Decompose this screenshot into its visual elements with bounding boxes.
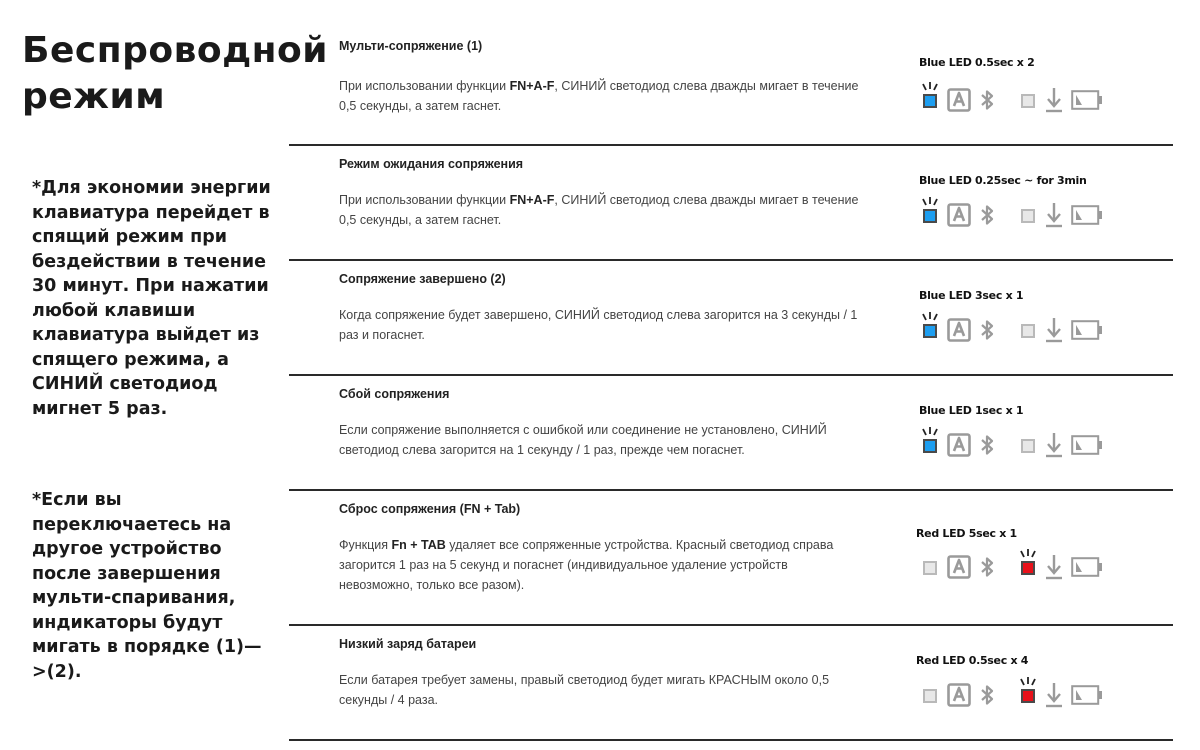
- led-pattern-label: Blue LED 0.5sec x 2: [919, 56, 1035, 69]
- desc-key-combo: Fn + TAB: [391, 538, 446, 552]
- row-title: Сброс сопряжения (FN + Tab): [339, 502, 521, 516]
- row-description: [339, 76, 859, 116]
- desc-text: удаляет все сопряженные устройства. Красный светодиод справа загорится 1 раз на 5 секунд и погаснет (индивидуальное удаление устройств невозможно, только все разом).: [339, 538, 834, 592]
- desc-text: , СИНИЙ светодиод слева дважды мигает в течение 0,5 секунды, а затем гаснет.: [339, 193, 859, 227]
- table-row: [289, 491, 1173, 626]
- download-icon: [1045, 682, 1063, 708]
- left-led-indicator-icon: [923, 689, 937, 703]
- bluetooth-icon: [979, 318, 995, 342]
- sleep-mode-note: *Для экономии энергии клавиатура перейдет в спящий режим при бездействии в течение 30 минут. При нажатии любой клавиши клавиатура выйдет из спящего режима, а СИНИЙ светодиод мигнет 5 раз.: [32, 178, 271, 419]
- table-row: [289, 28, 1173, 146]
- table-row: [289, 626, 1173, 741]
- desc-text: Если сопряжение выполняется с ошибкой или соединение не установлено, СИНИЙ светодиод слева загорится на 1 секунду / 1 раз, прежде чем погаснет.: [339, 423, 827, 457]
- right-led-indicator-icon: [1021, 439, 1035, 453]
- battery-icon: [1071, 90, 1103, 110]
- led-blink-icon: [919, 427, 941, 437]
- bluetooth-icon: [979, 203, 995, 227]
- a-key-icon: [947, 683, 971, 707]
- download-icon: [1045, 317, 1063, 343]
- led-pattern-label: Red LED 0.5sec x 4: [916, 654, 1029, 667]
- bluetooth-icon: [979, 433, 995, 457]
- table-row: [289, 146, 1173, 261]
- a-key-icon: [947, 555, 971, 579]
- led-indicator-group: [921, 201, 1111, 229]
- row-description: [339, 305, 859, 345]
- led-pattern-label: Blue LED 0.25sec ~ for 3min: [919, 174, 1087, 187]
- right-led-indicator-icon: [1021, 689, 1035, 703]
- battery-icon: [1071, 685, 1103, 705]
- desc-text: При использовании функции: [339, 193, 510, 207]
- table-row: [289, 376, 1173, 491]
- row-title: Низкий заряд батареи: [339, 637, 477, 651]
- a-key-icon: [947, 318, 971, 342]
- desc-text: Когда сопряжение будет завершено, СИНИЙ светодиод слева загорится на 3 секунды / 1 раз и погаснет.: [339, 308, 858, 342]
- row-title: Сопряжение завершено (2): [339, 272, 506, 286]
- desc-key-combo: FN+A-F: [509, 193, 555, 207]
- left-led-indicator-icon: [923, 209, 937, 223]
- row-title: Сбой сопряжения: [339, 387, 450, 401]
- desc-key-combo: FN+A-F: [509, 79, 555, 93]
- led-pattern-label: Blue LED 3sec x 1: [919, 289, 1024, 302]
- led-pattern-label: Blue LED 1sec x 1: [919, 404, 1024, 417]
- download-icon: [1045, 432, 1063, 458]
- bluetooth-icon: [979, 683, 995, 707]
- download-icon: [1045, 554, 1063, 580]
- page-title: Беспроводной режим: [22, 30, 328, 117]
- led-blink-icon: [1017, 549, 1039, 559]
- led-indicator-group: [921, 553, 1111, 581]
- row-description: [339, 535, 859, 595]
- row-description: [339, 190, 859, 230]
- desc-text: Функция: [339, 538, 392, 552]
- left-led-indicator-icon: [923, 439, 937, 453]
- led-indicator-group: [921, 86, 1111, 114]
- battery-icon: [1071, 320, 1103, 340]
- row-description: [339, 420, 859, 460]
- left-led-indicator-icon: [923, 94, 937, 108]
- row-title: Мульти-сопряжение (1): [339, 39, 483, 53]
- led-blink-icon: [1017, 677, 1039, 687]
- table-row: [289, 261, 1173, 376]
- left-led-indicator-icon: [923, 324, 937, 338]
- download-icon: [1045, 87, 1063, 113]
- led-indicator-group: [921, 316, 1111, 344]
- led-indicator-group: [921, 681, 1111, 709]
- led-blink-icon: [919, 197, 941, 207]
- desc-text: При использовании функции: [339, 79, 510, 93]
- led-blink-icon: [919, 82, 941, 92]
- right-led-indicator-icon: [1021, 209, 1035, 223]
- battery-icon: [1071, 205, 1103, 225]
- row-title: Режим ожидания сопряжения: [339, 157, 524, 171]
- right-led-indicator-icon: [1021, 561, 1035, 575]
- right-led-indicator-icon: [1021, 94, 1035, 108]
- row-description: [339, 670, 859, 710]
- led-blink-icon: [919, 312, 941, 322]
- battery-icon: [1071, 435, 1103, 455]
- desc-text: Если батарея требует замены, правый светодиод будет мигать КРАСНЫМ около 0,5 секунды / 4 раза.: [339, 673, 830, 707]
- download-icon: [1045, 202, 1063, 228]
- bluetooth-icon: [979, 88, 995, 112]
- led-indicator-group: [921, 431, 1111, 459]
- left-led-indicator-icon: [923, 561, 937, 575]
- desc-text: , СИНИЙ светодиод слева дважды мигает в течение 0,5 секунды, а затем гаснет.: [339, 79, 859, 113]
- battery-icon: [1071, 557, 1103, 577]
- led-pattern-label: Red LED 5sec x 1: [916, 527, 1017, 540]
- device-switch-note: *Если вы переключаетесь на другое устройство после завершения мульти-спаривания, индикаторы будут мигать в порядке (1)—>(2).: [32, 490, 262, 682]
- a-key-icon: [947, 433, 971, 457]
- led-status-table: [289, 28, 1173, 741]
- a-key-icon: [947, 203, 971, 227]
- bluetooth-icon: [979, 555, 995, 579]
- right-led-indicator-icon: [1021, 324, 1035, 338]
- a-key-icon: [947, 88, 971, 112]
